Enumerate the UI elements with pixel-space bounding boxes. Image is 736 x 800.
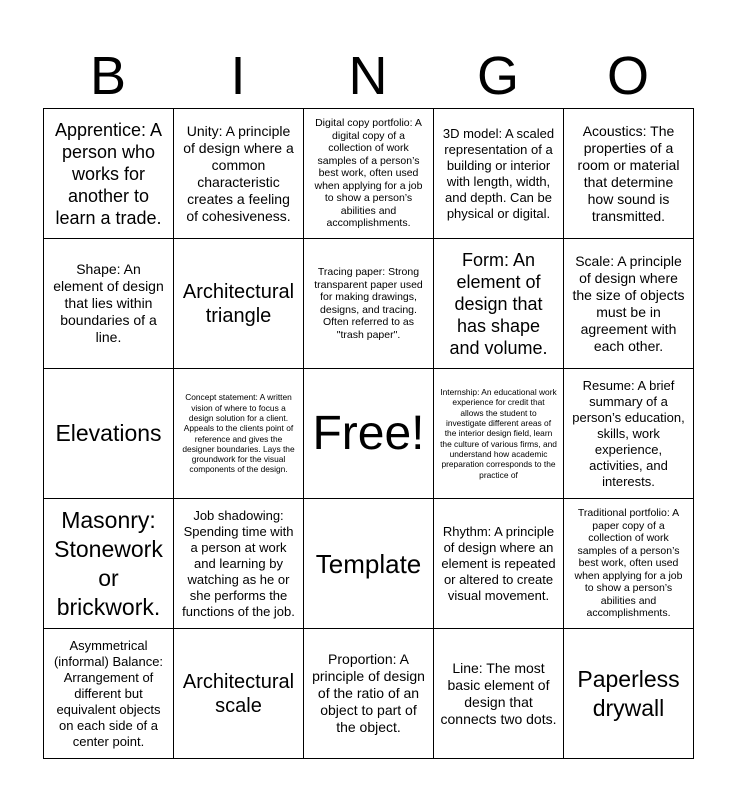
bingo-cell[interactable] bbox=[174, 369, 304, 499]
cell-text: Unity: A principle of design where a common characteristic creates a feeling of cohesiveness. bbox=[183, 122, 294, 224]
bingo-cell[interactable] bbox=[564, 369, 694, 499]
cell-text: Apprentice: A person who works for another to learn a trade. bbox=[54, 119, 163, 228]
bingo-cell[interactable] bbox=[44, 109, 174, 239]
bingo-cell[interactable] bbox=[434, 629, 564, 759]
bingo-cell[interactable] bbox=[304, 499, 434, 629]
bingo-cell[interactable] bbox=[44, 239, 174, 369]
cell-text: Elevations bbox=[55, 420, 162, 446]
cell-text: Job shadowing: Spending time with a person at work and learning by watching as he or she performs the functions of the job. bbox=[182, 507, 295, 619]
bingo-cell[interactable] bbox=[174, 239, 304, 369]
header-letter-n: N bbox=[348, 46, 388, 106]
header-letter-i: I bbox=[230, 46, 246, 106]
bingo-cell[interactable] bbox=[44, 499, 174, 629]
bingo-cell[interactable] bbox=[304, 109, 434, 239]
bingo-grid bbox=[43, 108, 694, 759]
bingo-cell[interactable] bbox=[304, 629, 434, 759]
cell-text: Tracing paper: Strong transparent paper used for making drawings, designs, and tracing. Often referred to as "trash paper". bbox=[314, 266, 423, 341]
free-cell[interactable] bbox=[304, 369, 434, 499]
bingo-cell[interactable] bbox=[434, 109, 564, 239]
bingo-cell[interactable] bbox=[434, 239, 564, 369]
cell-text: Proportion: A principle of design of the ratio of an object to part of the object. bbox=[312, 651, 425, 735]
cell-text: Architectural scale bbox=[182, 670, 295, 717]
cell-text: Scale: A principle of design where the size of objects must be in agreement with each other. bbox=[572, 252, 685, 354]
cell-text: Line: The most basic element of design that connects two dots. bbox=[440, 659, 557, 727]
cell-text: Architectural triangle bbox=[182, 280, 295, 327]
cell-text: Concept statement: A written vision of where to focus a design solution for a client. Appeals to the clients point of reference and gives the designer boundaries. Lays the groundwork for the visual components of the design. bbox=[182, 392, 295, 475]
cell-text: Shape: An element of design that lies within boundaries of a line. bbox=[53, 261, 164, 345]
cell-text: Digital copy portfolio: A digital copy of a collection of work samples of a person’s best work, often used when applying for a job to show a person’s abilities and accomplishments. bbox=[314, 117, 423, 230]
cell-text: Acoustics: The properties of a room or material that determine how sound is transmitted. bbox=[577, 122, 680, 224]
cell-text: Paperless drywall bbox=[577, 665, 680, 721]
bingo-cell[interactable] bbox=[564, 109, 694, 239]
cell-text: Template bbox=[315, 548, 422, 579]
cell-text: Traditional portfolio: A paper copy of a collection of work samples of a person’s best work, often used when applying for a job to show a person’s abilities and accomplishments. bbox=[574, 507, 683, 620]
header-letter-b: B bbox=[89, 46, 127, 106]
bingo-cell[interactable] bbox=[44, 369, 174, 499]
cell-text: Asymmetrical (informal) Balance: Arrangement of different but equivalent objects on each side of a center point. bbox=[53, 637, 164, 749]
bingo-header bbox=[43, 44, 693, 108]
bingo-cell[interactable] bbox=[564, 629, 694, 759]
header-letter-g: G bbox=[476, 46, 519, 106]
cell-text: Free! bbox=[312, 406, 425, 460]
bingo-cell[interactable] bbox=[434, 369, 564, 499]
bingo-cell[interactable] bbox=[304, 239, 434, 369]
bingo-cell[interactable] bbox=[174, 499, 304, 629]
cell-text: Masonry: Stonework or brickwork. bbox=[54, 506, 163, 620]
bingo-cell[interactable] bbox=[44, 629, 174, 759]
cell-text: Form: An element of design that has shape and volume. bbox=[449, 249, 548, 358]
cell-text: Resume: A brief summary of a person’s education, skills, work experience, activities, and interests. bbox=[572, 377, 685, 489]
bingo-cell[interactable] bbox=[564, 239, 694, 369]
cell-text: 3D model: A scaled representation of a building or interior with length, width, and depth. Can be physical or digital. bbox=[442, 125, 555, 221]
cell-text: Internship: An educational work experience for credit that allows the student to investigate different areas of the interior design field, learn the culture of various firms, and understand how academic preparation corresponds to the practice of bbox=[440, 387, 557, 480]
cell-text: Rhythm: A principle of design where an element is repeated or altered to create visual movement. bbox=[441, 523, 556, 603]
bingo-cell[interactable] bbox=[434, 499, 564, 629]
bingo-cell[interactable] bbox=[174, 629, 304, 759]
bingo-cell[interactable] bbox=[174, 109, 304, 239]
header-letter-o: O bbox=[606, 46, 649, 106]
bingo-cell[interactable] bbox=[564, 499, 694, 629]
